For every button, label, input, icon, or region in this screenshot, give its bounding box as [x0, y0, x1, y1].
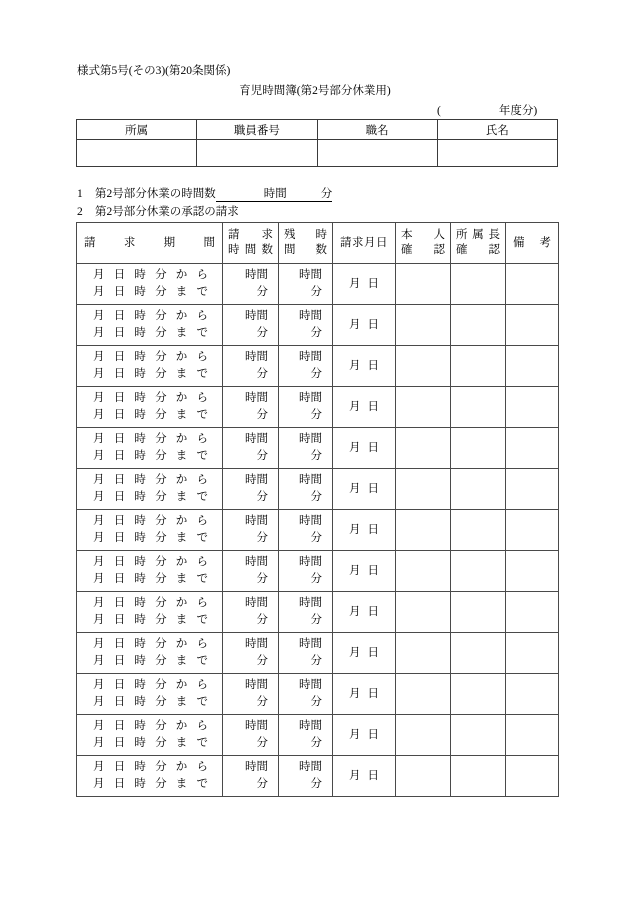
cell-chief-confirmation[interactable]: [451, 428, 506, 469]
col-header-period-text: 請求期間: [84, 236, 215, 249]
request-date-parts: 月日: [349, 359, 379, 372]
requested-minutes-unit: 分: [256, 696, 268, 708]
cell-remaining-hours[interactable]: [279, 633, 333, 674]
requested-hours-unit: 時間: [245, 597, 268, 610]
cell-remaining-hours[interactable]: [279, 428, 333, 469]
table-row: [77, 633, 559, 674]
cell-requested-hours[interactable]: [223, 674, 279, 715]
cell-remaining-hours[interactable]: [279, 674, 333, 715]
request-date-parts: 月日: [349, 728, 379, 741]
remaining-hours-unit: 時間: [299, 269, 322, 282]
item-2-number: 2: [77, 206, 83, 218]
col-header-remarks-text: 備考: [513, 236, 551, 249]
cell-period[interactable]: [77, 305, 223, 346]
fiscal-year-field: [437, 102, 537, 118]
table-row: [77, 551, 559, 592]
request-date-parts: 月日: [349, 769, 379, 782]
requested-hours-unit: 時間: [245, 351, 268, 364]
period-to-line: 月日時分まで: [93, 737, 209, 749]
requested-minutes-unit: 分: [256, 286, 268, 298]
col-header-chief-confirmation-line1: 所属長: [456, 229, 500, 242]
cell-chief-confirmation[interactable]: [451, 510, 506, 551]
identity-value-name[interactable]: [437, 140, 557, 167]
identity-value-row: [77, 140, 558, 167]
cell-period[interactable]: [77, 469, 223, 510]
remaining-hours-unit: 時間: [299, 638, 322, 651]
cell-request-date[interactable]: [333, 305, 396, 346]
fiscal-year-open-paren: (: [437, 105, 441, 117]
cell-request-date[interactable]: [333, 551, 396, 592]
request-date-parts: 月日: [349, 277, 379, 290]
remaining-minutes-unit: 分: [310, 655, 322, 667]
requested-hours-unit: 時間: [245, 679, 268, 692]
cell-request-date[interactable]: [333, 428, 396, 469]
period-to-line: 月日時分まで: [93, 655, 209, 667]
cell-remarks[interactable]: [506, 346, 559, 387]
col-header-remarks: [506, 223, 559, 264]
col-header-request-date: [333, 223, 396, 264]
period-from-line: 月日時分から: [93, 515, 209, 528]
identity-header-employee-number: 職員番号: [197, 120, 317, 140]
request-table: [76, 222, 559, 797]
requested-minutes-unit: 分: [256, 409, 268, 421]
period-from-line: 月日時分から: [93, 597, 209, 610]
cell-remaining-hours[interactable]: [279, 551, 333, 592]
remaining-hours-unit: 時間: [299, 556, 322, 569]
remaining-hours-unit: 時間: [299, 597, 322, 610]
cell-remaining-hours[interactable]: [279, 346, 333, 387]
cell-self-confirmation[interactable]: [396, 756, 451, 797]
cell-period[interactable]: [77, 592, 223, 633]
period-from-line: 月日時分から: [93, 310, 209, 323]
item-1-fill-area[interactable]: [216, 185, 333, 202]
requested-hours-unit: 時間: [245, 310, 268, 323]
request-date-parts: 月日: [349, 441, 379, 454]
cell-period[interactable]: [77, 510, 223, 551]
cell-remaining-hours[interactable]: [279, 305, 333, 346]
request-table-header-row: [77, 223, 559, 264]
col-header-period: [77, 223, 223, 264]
cell-requested-hours[interactable]: [223, 305, 279, 346]
cell-period[interactable]: [77, 387, 223, 428]
remaining-minutes-unit: 分: [310, 778, 322, 790]
cell-self-confirmation[interactable]: [396, 346, 451, 387]
requested-minutes-unit: 分: [256, 491, 268, 503]
requested-minutes-unit: 分: [256, 327, 268, 339]
request-date-parts: 月日: [349, 482, 379, 495]
period-from-line: 月日時分から: [93, 720, 209, 733]
item-2-line: [77, 203, 239, 219]
cell-request-date[interactable]: [333, 592, 396, 633]
cell-request-date[interactable]: [333, 633, 396, 674]
period-to-line: 月日時分まで: [93, 491, 209, 503]
item-2-label: 第2号部分休業の承認の請求: [95, 206, 239, 218]
cell-remarks[interactable]: [506, 551, 559, 592]
remaining-minutes-unit: 分: [310, 532, 322, 544]
requested-minutes-unit: 分: [256, 655, 268, 667]
col-header-self-confirmation: [396, 223, 451, 264]
cell-chief-confirmation[interactable]: [451, 264, 506, 305]
cell-remarks[interactable]: [506, 633, 559, 674]
cell-remaining-hours[interactable]: [279, 510, 333, 551]
item-1-minute-unit: 分: [320, 188, 333, 200]
cell-remaining-hours[interactable]: [279, 264, 333, 305]
cell-requested-hours[interactable]: [223, 551, 279, 592]
cell-remarks[interactable]: [506, 264, 559, 305]
period-to-line: 月日時分まで: [93, 286, 209, 298]
requested-hours-unit: 時間: [245, 269, 268, 282]
period-to-line: 月日時分まで: [93, 368, 209, 380]
col-header-remaining-hours: [279, 223, 333, 264]
requested-minutes-unit: 分: [256, 614, 268, 626]
remaining-minutes-unit: 分: [310, 327, 322, 339]
table-row: [77, 264, 559, 305]
cell-period[interactable]: [77, 551, 223, 592]
requested-minutes-unit: 分: [256, 573, 268, 585]
cell-period[interactable]: [77, 715, 223, 756]
identity-table: [76, 119, 558, 167]
table-row: [77, 715, 559, 756]
form-code: 様式第5号(その3)(第20条関係): [77, 65, 231, 77]
remaining-minutes-unit: 分: [310, 614, 322, 626]
cell-requested-hours[interactable]: [223, 633, 279, 674]
cell-chief-confirmation[interactable]: [451, 592, 506, 633]
request-date-parts: 月日: [349, 318, 379, 331]
period-to-line: 月日時分まで: [93, 532, 209, 544]
cell-remarks[interactable]: [506, 592, 559, 633]
request-date-parts: 月日: [349, 646, 379, 659]
period-to-line: 月日時分まで: [93, 573, 209, 585]
remaining-hours-unit: 時間: [299, 720, 322, 733]
period-to-line: 月日時分まで: [93, 696, 209, 708]
request-date-parts: 月日: [349, 687, 379, 700]
cell-requested-hours[interactable]: [223, 469, 279, 510]
cell-chief-confirmation[interactable]: [451, 387, 506, 428]
cell-self-confirmation[interactable]: [396, 469, 451, 510]
cell-remarks[interactable]: [506, 428, 559, 469]
cell-self-confirmation[interactable]: [396, 387, 451, 428]
period-to-line: 月日時分まで: [93, 614, 209, 626]
cell-period[interactable]: [77, 756, 223, 797]
cell-chief-confirmation[interactable]: [451, 469, 506, 510]
requested-hours-unit: 時間: [245, 638, 268, 651]
cell-request-date[interactable]: [333, 469, 396, 510]
period-from-line: 月日時分から: [93, 351, 209, 364]
fiscal-year-label: 年度分): [498, 105, 538, 117]
remaining-hours-unit: 時間: [299, 351, 322, 364]
table-row: [77, 428, 559, 469]
page-title: 育児時間簿(第2号部分休業用): [239, 85, 391, 97]
remaining-hours-unit: 時間: [299, 433, 322, 446]
cell-remarks[interactable]: [506, 674, 559, 715]
cell-chief-confirmation[interactable]: [451, 674, 506, 715]
item-1-line: [77, 185, 332, 202]
table-row: [77, 387, 559, 428]
remaining-minutes-unit: 分: [310, 491, 322, 503]
cell-remaining-hours[interactable]: [279, 469, 333, 510]
request-date-parts: 月日: [349, 523, 379, 536]
table-row: [77, 469, 559, 510]
table-row: [77, 305, 559, 346]
requested-hours-unit: 時間: [245, 433, 268, 446]
table-row: [77, 592, 559, 633]
period-to-line: 月日時分まで: [93, 327, 209, 339]
cell-remarks[interactable]: [506, 305, 559, 346]
table-row: [77, 756, 559, 797]
col-header-requested-hours-line2: 時間数: [228, 244, 273, 256]
requested-hours-unit: 時間: [245, 515, 268, 528]
requested-minutes-unit: 分: [256, 778, 268, 790]
identity-header-row: [77, 120, 558, 140]
cell-requested-hours[interactable]: [223, 387, 279, 428]
cell-chief-confirmation[interactable]: [451, 756, 506, 797]
requested-minutes-unit: 分: [256, 450, 268, 462]
request-date-parts: 月日: [349, 400, 379, 413]
table-row: [77, 510, 559, 551]
cell-request-date[interactable]: [333, 264, 396, 305]
requested-minutes-unit: 分: [256, 368, 268, 380]
col-header-self-confirmation-line1: 本人: [401, 229, 445, 242]
table-row: [77, 346, 559, 387]
cell-request-date[interactable]: [333, 715, 396, 756]
request-date-parts: 月日: [349, 564, 379, 577]
requested-hours-unit: 時間: [245, 761, 268, 774]
cell-request-date[interactable]: [333, 510, 396, 551]
col-header-remaining-hours-line2: 間数: [284, 244, 327, 256]
cell-requested-hours[interactable]: [223, 428, 279, 469]
cell-remarks[interactable]: [506, 756, 559, 797]
cell-requested-hours[interactable]: [223, 510, 279, 551]
requested-minutes-unit: 分: [256, 737, 268, 749]
col-header-request-date-text: 請求月日: [340, 236, 388, 249]
cell-self-confirmation[interactable]: [396, 592, 451, 633]
period-to-line: 月日時分まで: [93, 409, 209, 421]
identity-value-affiliation[interactable]: [77, 140, 197, 167]
requested-hours-unit: 時間: [245, 720, 268, 733]
identity-header-job-title: 職名: [317, 120, 437, 140]
period-to-line: 月日時分まで: [93, 450, 209, 462]
period-from-line: 月日時分から: [93, 269, 209, 282]
remaining-minutes-unit: 分: [310, 696, 322, 708]
requested-hours-unit: 時間: [245, 556, 268, 569]
requested-minutes-unit: 分: [256, 532, 268, 544]
cell-remaining-hours[interactable]: [279, 592, 333, 633]
cell-self-confirmation[interactable]: [396, 305, 451, 346]
cell-period[interactable]: [77, 633, 223, 674]
cell-requested-hours[interactable]: [223, 264, 279, 305]
cell-request-date[interactable]: [333, 674, 396, 715]
cell-period[interactable]: [77, 346, 223, 387]
remaining-hours-unit: 時間: [299, 474, 322, 487]
cell-remaining-hours[interactable]: [279, 756, 333, 797]
identity-header-name: 氏名: [437, 120, 557, 140]
period-from-line: 月日時分から: [93, 433, 209, 446]
cell-requested-hours[interactable]: [223, 592, 279, 633]
col-header-self-confirmation-line2: 確認: [401, 244, 445, 256]
remaining-minutes-unit: 分: [310, 409, 322, 421]
cell-requested-hours[interactable]: [223, 756, 279, 797]
period-from-line: 月日時分から: [93, 474, 209, 487]
identity-header-affiliation: 所属: [77, 120, 197, 140]
period-from-line: 月日時分から: [93, 679, 209, 692]
remaining-hours-unit: 時間: [299, 761, 322, 774]
col-header-chief-confirmation: [451, 223, 506, 264]
cell-self-confirmation[interactable]: [396, 428, 451, 469]
period-to-line: 月日時分まで: [93, 778, 209, 790]
remaining-hours-unit: 時間: [299, 392, 322, 405]
cell-remarks[interactable]: [506, 715, 559, 756]
cell-remarks[interactable]: [506, 387, 559, 428]
remaining-minutes-unit: 分: [310, 286, 322, 298]
remaining-minutes-unit: 分: [310, 737, 322, 749]
requested-hours-unit: 時間: [245, 392, 268, 405]
requested-hours-unit: 時間: [245, 474, 268, 487]
cell-request-date[interactable]: [333, 346, 396, 387]
cell-remaining-hours[interactable]: [279, 715, 333, 756]
col-header-requested-hours-line1: 請求: [228, 229, 273, 242]
col-header-chief-confirmation-line2: 確認: [456, 244, 500, 256]
col-header-remaining-hours-line1: 残時: [284, 229, 327, 242]
cell-period[interactable]: [77, 674, 223, 715]
cell-chief-confirmation[interactable]: [451, 305, 506, 346]
cell-self-confirmation[interactable]: [396, 715, 451, 756]
cell-self-confirmation[interactable]: [396, 264, 451, 305]
table-row: [77, 674, 559, 715]
remaining-minutes-unit: 分: [310, 450, 322, 462]
remaining-hours-unit: 時間: [299, 310, 322, 323]
identity-value-job-title[interactable]: [317, 140, 437, 167]
remaining-minutes-unit: 分: [310, 368, 322, 380]
period-from-line: 月日時分から: [93, 392, 209, 405]
cell-period[interactable]: [77, 264, 223, 305]
period-from-line: 月日時分から: [93, 556, 209, 569]
cell-remarks[interactable]: [506, 510, 559, 551]
request-table-body: [77, 264, 559, 797]
remaining-hours-unit: 時間: [299, 679, 322, 692]
cell-chief-confirmation[interactable]: [451, 633, 506, 674]
cell-chief-confirmation[interactable]: [451, 551, 506, 592]
identity-value-employee-number[interactable]: [197, 140, 317, 167]
cell-request-date[interactable]: [333, 756, 396, 797]
remaining-hours-unit: 時間: [299, 515, 322, 528]
request-date-parts: 月日: [349, 605, 379, 618]
period-from-line: 月日時分から: [93, 761, 209, 774]
cell-requested-hours[interactable]: [223, 346, 279, 387]
cell-self-confirmation[interactable]: [396, 633, 451, 674]
cell-self-confirmation[interactable]: [396, 674, 451, 715]
item-1-label: 第2号部分休業の時間数: [95, 188, 216, 200]
cell-remarks[interactable]: [506, 469, 559, 510]
cell-request-date[interactable]: [333, 387, 396, 428]
col-header-requested-hours: [223, 223, 279, 264]
cell-remaining-hours[interactable]: [279, 387, 333, 428]
item-1-number: 1: [77, 188, 83, 200]
remaining-minutes-unit: 分: [310, 573, 322, 585]
period-from-line: 月日時分から: [93, 638, 209, 651]
cell-chief-confirmation[interactable]: [451, 346, 506, 387]
cell-requested-hours[interactable]: [223, 715, 279, 756]
cell-self-confirmation[interactable]: [396, 551, 451, 592]
cell-chief-confirmation[interactable]: [451, 715, 506, 756]
cell-self-confirmation[interactable]: [396, 510, 451, 551]
item-1-hour-unit: 時間: [263, 188, 287, 200]
cell-period[interactable]: [77, 428, 223, 469]
